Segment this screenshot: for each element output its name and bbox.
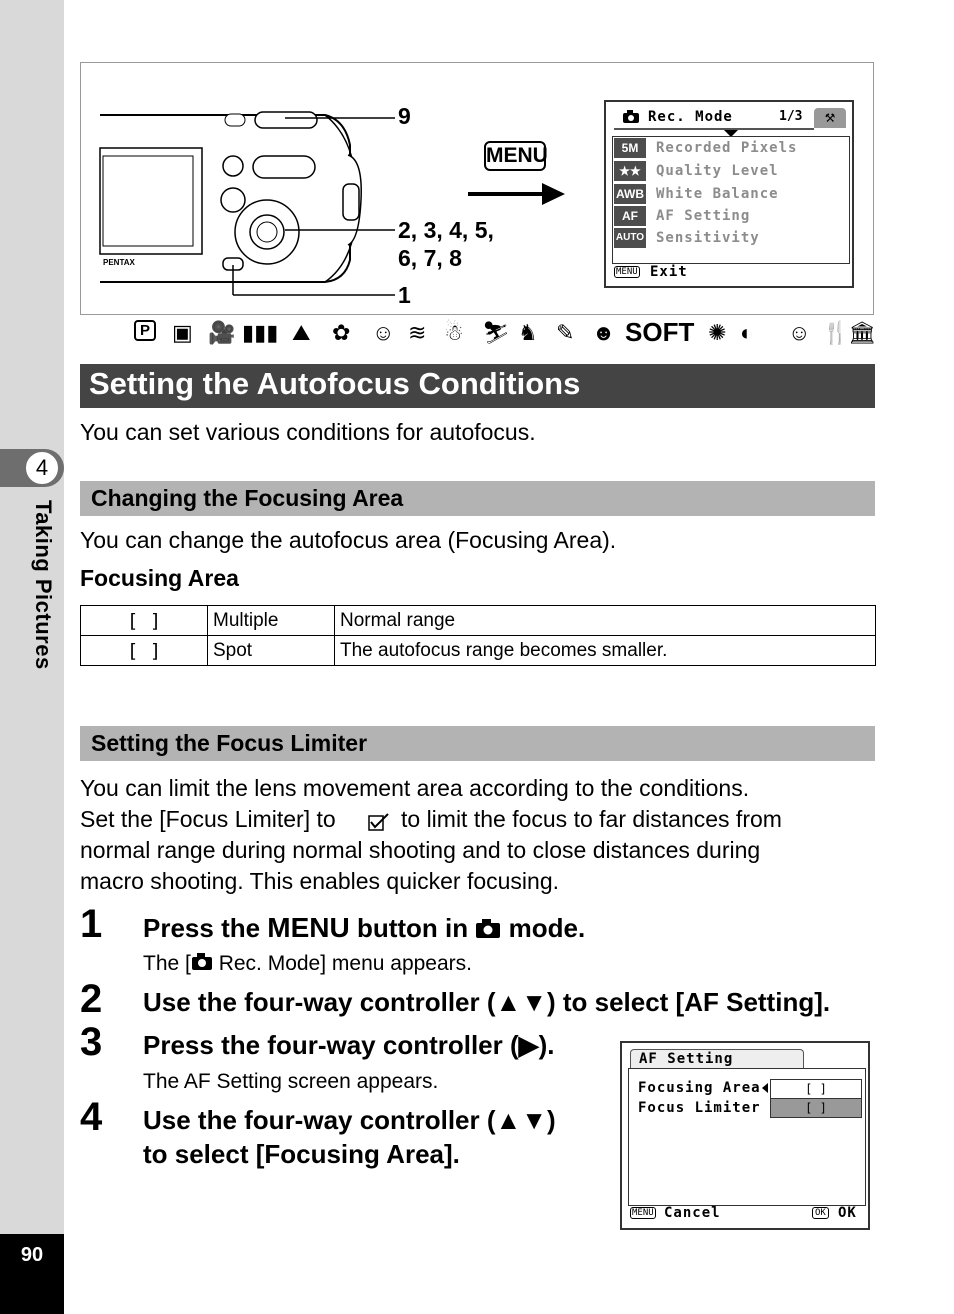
step-4-line-1: Use the four-way controller (▲▼) — [143, 1105, 556, 1135]
step-3-note: The AF Setting screen appears. — [143, 1070, 439, 1093]
table-cell-desc: The autofocus range becomes smaller. — [335, 636, 876, 666]
multiple-area-icon: [ ] — [81, 606, 208, 636]
quality-level-icon: ★★ — [614, 161, 646, 181]
snow-icon: ☃ — [444, 320, 464, 345]
sport-icon: ⛷ — [482, 320, 510, 345]
scene-icon-a: ▣ — [172, 320, 193, 345]
focus-limiter-line-3: normal range during normal shooting and to close distances during — [80, 837, 761, 863]
sensitivity-icon: AUTO — [614, 228, 646, 248]
step-1-text: Press the MENU button in mode. — [143, 912, 586, 943]
checkbox-checked-icon — [368, 812, 390, 832]
fireworks-icon: ✺ — [708, 320, 727, 345]
rec-mode-lcd — [604, 100, 854, 288]
chapter-title: Taking Pictures — [31, 500, 56, 670]
lcd-item-quality-level: Quality Level — [656, 163, 779, 179]
focus-limiter-line-4: macro shooting. This enables quicker focusing. — [80, 868, 560, 894]
focus-limiter-line-2b: to limit the focus to far distances from — [401, 806, 782, 832]
step-3-number: 3 — [80, 1020, 103, 1064]
lcd-title: Rec. Mode — [648, 109, 733, 125]
pet-icon: ♞ — [518, 320, 538, 345]
callout-1: 1 — [398, 282, 411, 308]
setup-tab-icon: ⚒ — [814, 108, 846, 128]
movie-icon: 🎥 — [208, 320, 236, 345]
step-1-number: 1 — [80, 902, 103, 946]
lcd-item-white-balance: White Balance — [656, 186, 779, 202]
camera-illustration — [95, 100, 405, 300]
af-row-focusing-area: Focusing Area — [638, 1080, 761, 1096]
table-row — [81, 636, 876, 666]
menu-key-icon: MENU — [484, 141, 546, 171]
camera-icon — [191, 953, 213, 971]
af-setting-tab: AF Setting — [630, 1049, 804, 1068]
step-3-text: Press the four-way controller (▶). — [143, 1030, 555, 1060]
museum-icon: 🏛 — [848, 320, 876, 345]
lcd-item-af-setting: AF Setting — [656, 208, 751, 224]
ok-button-icon: OK — [812, 1207, 829, 1219]
chapter-number: 4 — [24, 450, 60, 486]
callout-6-8: 6, 7, 8 — [398, 245, 462, 271]
callout-2-5: 2, 3, 4, 5, — [398, 217, 494, 243]
step-1-note: The [ Rec. Mode] menu appears. — [143, 952, 472, 975]
surf-icon: ≋ — [408, 320, 427, 345]
recorded-pixels-icon: 5M — [614, 138, 646, 158]
white-balance-icon: AWB — [614, 184, 646, 204]
flower-icon: ✿ — [332, 320, 351, 345]
focusing-area-desc: You can change the autofocus area (Focusing Area). — [80, 527, 617, 553]
program-mode-icon: P — [134, 320, 156, 341]
menu-button-icon: MENU — [616, 267, 638, 277]
portrait-icon: ☺ — [372, 320, 395, 345]
lcd-page: 1/3 — [779, 109, 803, 124]
section-title: Setting the Autofocus Conditions — [80, 364, 875, 408]
camera-icon — [622, 110, 640, 124]
table-cell-name: Multiple — [208, 606, 335, 636]
arrow-right-icon — [468, 180, 566, 208]
table-cell-desc: Normal range — [335, 606, 876, 636]
focusing-area-table — [80, 605, 876, 666]
af-row-focus-limiter: Focus Limiter — [638, 1100, 761, 1116]
focus-limiter-line-1: You can limit the lens movement area according to the conditions. — [80, 775, 750, 801]
panorama-icon: ▮▮▮ — [242, 320, 279, 345]
page-number: 90 — [20, 1244, 44, 1266]
text-icon: ✎ — [556, 320, 575, 345]
af-setting-lcd — [620, 1041, 870, 1230]
left-arrow-icon — [762, 1083, 768, 1093]
focusing-area-banner: Changing the Focusing Area — [80, 481, 875, 516]
lcd-item-sensitivity: Sensitivity — [656, 230, 760, 246]
lcd-item-recorded-pixels: Recorded Pixels — [656, 140, 798, 156]
af-ok-label: OK — [838, 1205, 857, 1221]
baby-icon: ☺ — [788, 320, 811, 345]
table-row — [81, 606, 876, 636]
step-2-text: Use the four-way controller (▲▼) to select [AF Setting]. — [143, 987, 831, 1017]
camera-brand: PENTAX — [103, 258, 135, 267]
table-cell-name: Spot — [208, 636, 335, 666]
focus-limiter-line-2a: Set the [Focus Limiter] to — [80, 806, 336, 832]
landscape-icon: ⛰ — [292, 320, 311, 345]
step-4-number: 4 — [80, 1095, 103, 1139]
callout-9: 9 — [398, 103, 411, 129]
step-4-line-2: to select [Focusing Area]. — [143, 1139, 460, 1169]
spot-area-icon: [ ] — [81, 636, 208, 666]
step-2-number: 2 — [80, 977, 103, 1021]
lcd-exit-label: Exit — [650, 264, 688, 280]
focusing-area-value: [ ] — [770, 1079, 862, 1099]
food-icon: 🍴 — [822, 320, 850, 345]
af-setting-icon: AF — [614, 206, 646, 226]
kids-icon: ☻ — [592, 320, 616, 345]
section-intro: You can set various conditions for autofocus. — [80, 419, 536, 445]
soft-mode-label: SOFT — [625, 317, 695, 347]
focusing-area-heading: Focusing Area — [80, 565, 239, 591]
night-scene-icon: ◐ — [740, 320, 754, 345]
af-cancel-label: Cancel — [664, 1205, 721, 1221]
menu-button-icon: MENU — [632, 1208, 654, 1218]
focus-limiter-banner: Setting the Focus Limiter — [80, 726, 875, 761]
menu-key-inline: MENU — [267, 912, 350, 943]
mode-icons-strip — [128, 317, 878, 350]
camera-icon — [475, 919, 501, 939]
focus-limiter-value: [ ] — [770, 1098, 862, 1118]
